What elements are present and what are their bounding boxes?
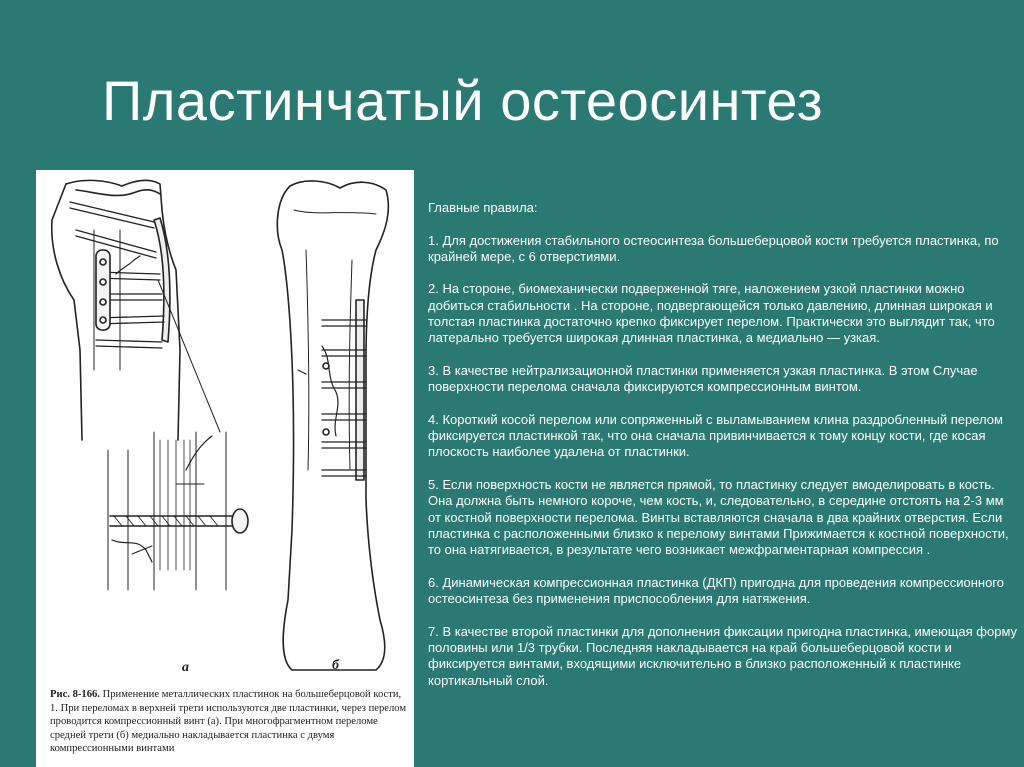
- rules-heading: Главные правила:: [428, 200, 538, 215]
- rule-item: 7. В качестве второй пластинки для дополнения фиксации пригодна пластинка, имеющая форму половины или 1/3 трубки. Последняя накладывается на край большеберцовой кости и фиксируется винтами, входящими исключительно в близко расположенный к пластинке кортикальный слой.: [428, 623, 1018, 688]
- rule-item: 2. На стороне, биомеханически подверженной тяге, наложением узкой пластинки можно добиться стабильности . На стороне, подвергающейся только давлению, длинная широкая и толстая пластинка достаточно крепко фиксирует перелом. Практически это выглядит так, что латерально требуется широкая длинная пластинка, а медиально — узкая.: [428, 281, 995, 346]
- caption-lead: Рис. 8-166.: [50, 689, 100, 700]
- slide-title: Пластинчатый остеосинтез: [102, 69, 824, 132]
- figure-label-a: а: [182, 660, 189, 675]
- rule-item: 5. Если поверхность кости не является прямой, то пластинку следует вмоделировать в кость. Она должна быть немного короче, чем кость, и, следовательно, в середине отстоять на 2-3 мм от костной поверхности перелома. Винты вставляются сначала в два крайних отверстия. Если пластинка с расположенными близко к перелому винтами Прижимается к костной поверхности, то она натягивается, в результате чего возникает межфрагментарная компрессия .: [428, 477, 1009, 558]
- bone-plate-drawing: [36, 170, 414, 767]
- rule-item: 3. В качестве нейтрализационной пластинки применяется узкая пластинка. В этом Случае поверхности перелома сначала фиксируются компрессионным винтом.: [428, 362, 978, 395]
- figure-label-b: б: [332, 658, 339, 673]
- rule-item: 4. Короткий косой перелом или сопряженный с выламыванием клина раздробленный перелом фиксируется пластинкой так, что она сначала привинчивается к тому концу кости, где косая плоскость наиболее удалена от пластинки.: [428, 411, 1003, 460]
- caption-text: Применение металлических пластинок на большеберцовой кости, 1. При переломах в верхней трети используются две пластинки, через перелом проводится компрессионный винт (а). При многофрагментном переломе средней трети (б) медиально накладывается пластинка с двумя компрессионными винтами: [50, 689, 407, 754]
- rule-item: 6. Динамическая компрессионная пластинка (ДКП) пригодна для проведения компрессионного остеосинтеза без применения приспособления для натяжения.: [428, 574, 1005, 607]
- rules-text: [428, 200, 1018, 705]
- medical-illustration: [36, 170, 414, 767]
- figure-caption: [50, 688, 410, 756]
- rule-item: 1. Для достижения стабильного остеосинтеза большеберцовой кости требуется пластинка, по крайней мере, с 6 отверстиями.: [428, 232, 999, 264]
